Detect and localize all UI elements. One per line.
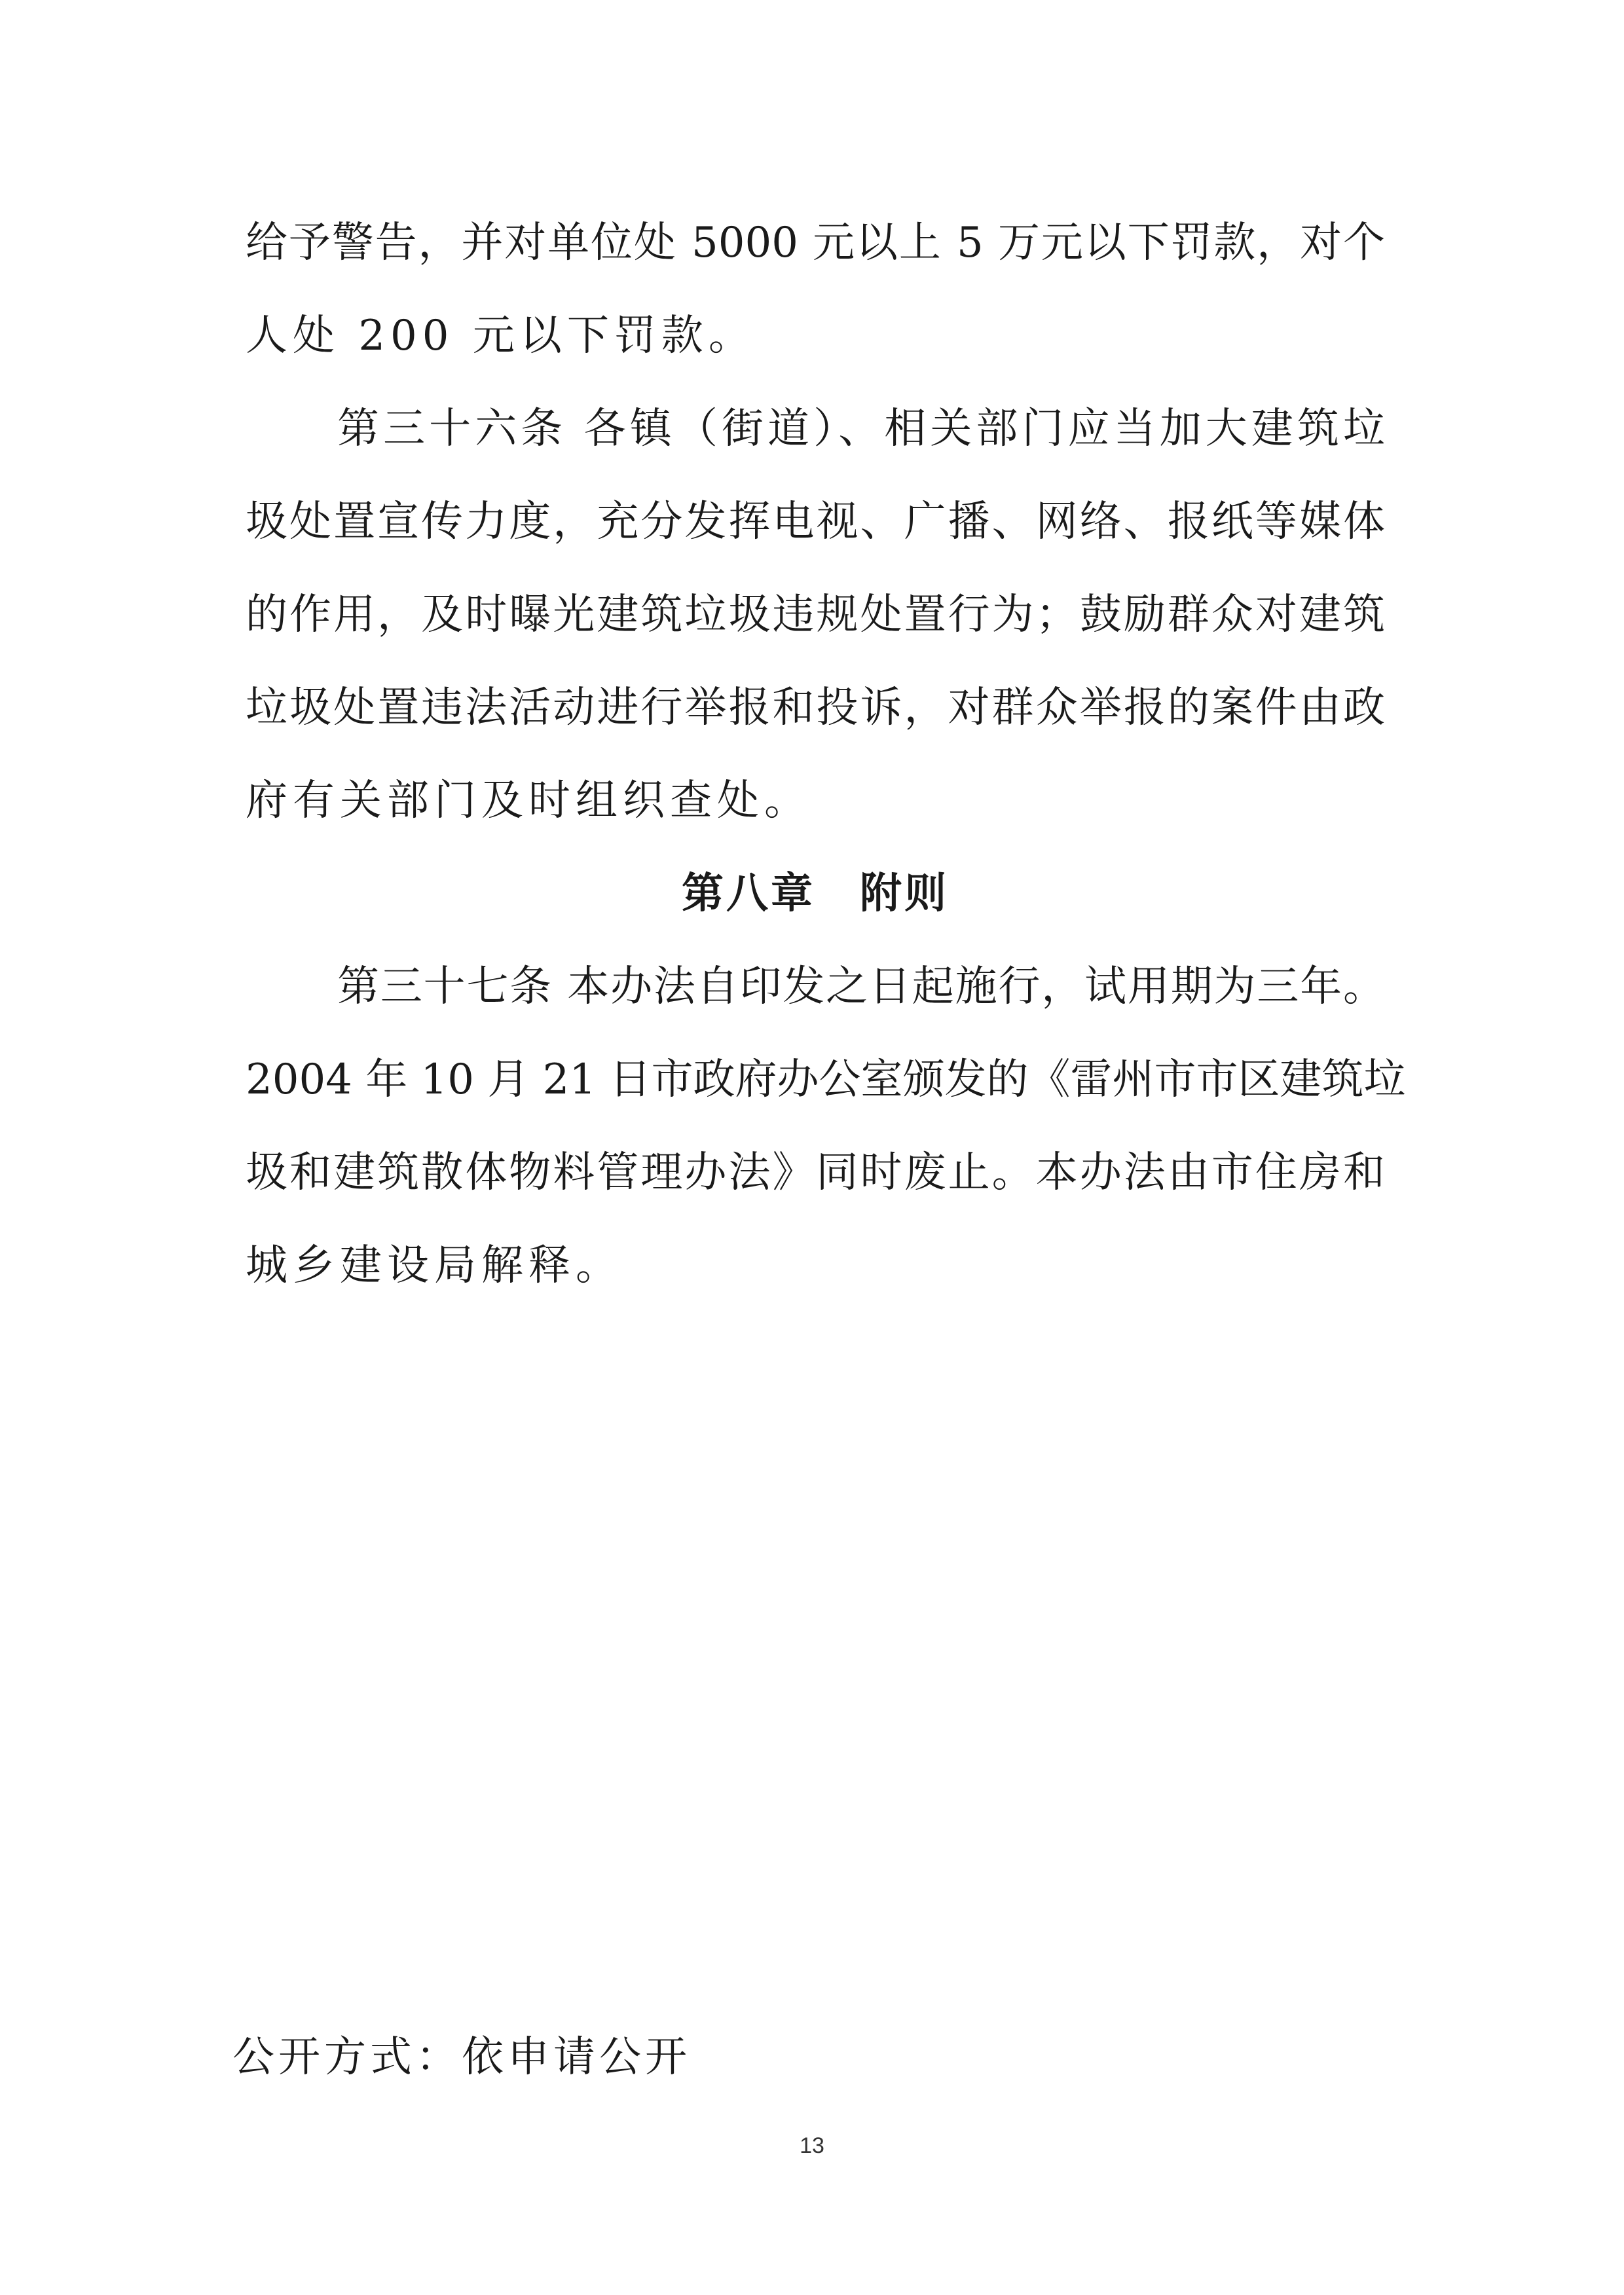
article-36-line-4: 垃圾处置违法活动进行举报和投诉，对群众举报的案件由政 xyxy=(246,684,1385,732)
paragraph-1-line-2: 人处 200 元以下罚款。 xyxy=(246,312,756,360)
disclosure-method: 公开方式：依申请公开 xyxy=(232,2033,691,2082)
body-text xyxy=(246,196,1406,1312)
article-36-line-1: 第三十六条 各镇（街道）、相关部门应当加大建筑垃 xyxy=(337,405,1385,453)
paragraph-1-line-1: 给予警告，并对单位处 5000 元以上 5 万元以下罚款，对个 xyxy=(246,219,1385,267)
article-36-line-3: 的作用，及时曝光建筑垃圾违规处置行为；鼓励群众对建筑 xyxy=(246,591,1385,639)
article-37-line-1: 第三十七条 本办法自印发之日起施行，试用期为三年。 xyxy=(337,963,1385,1011)
page-number: 13 xyxy=(800,2133,824,2158)
chapter-heading: 第八章 附则 xyxy=(682,870,949,918)
article-36-line-2: 圾处置宣传力度，充分发挥电视、广播、网络、报纸等媒体 xyxy=(246,498,1385,546)
article-37-line-3: 圾和建筑散体物料管理办法》同时废止。本办法由市住房和 xyxy=(246,1148,1385,1197)
article-37-line-2: 2004 年 10 月 21 日市政府办公室颁发的《雷州市市区建筑垃 xyxy=(246,1056,1406,1104)
article-37-line-4: 城乡建设局解释。 xyxy=(246,1241,623,1290)
article-36-line-5: 府有关部门及时组织查处。 xyxy=(246,777,811,825)
